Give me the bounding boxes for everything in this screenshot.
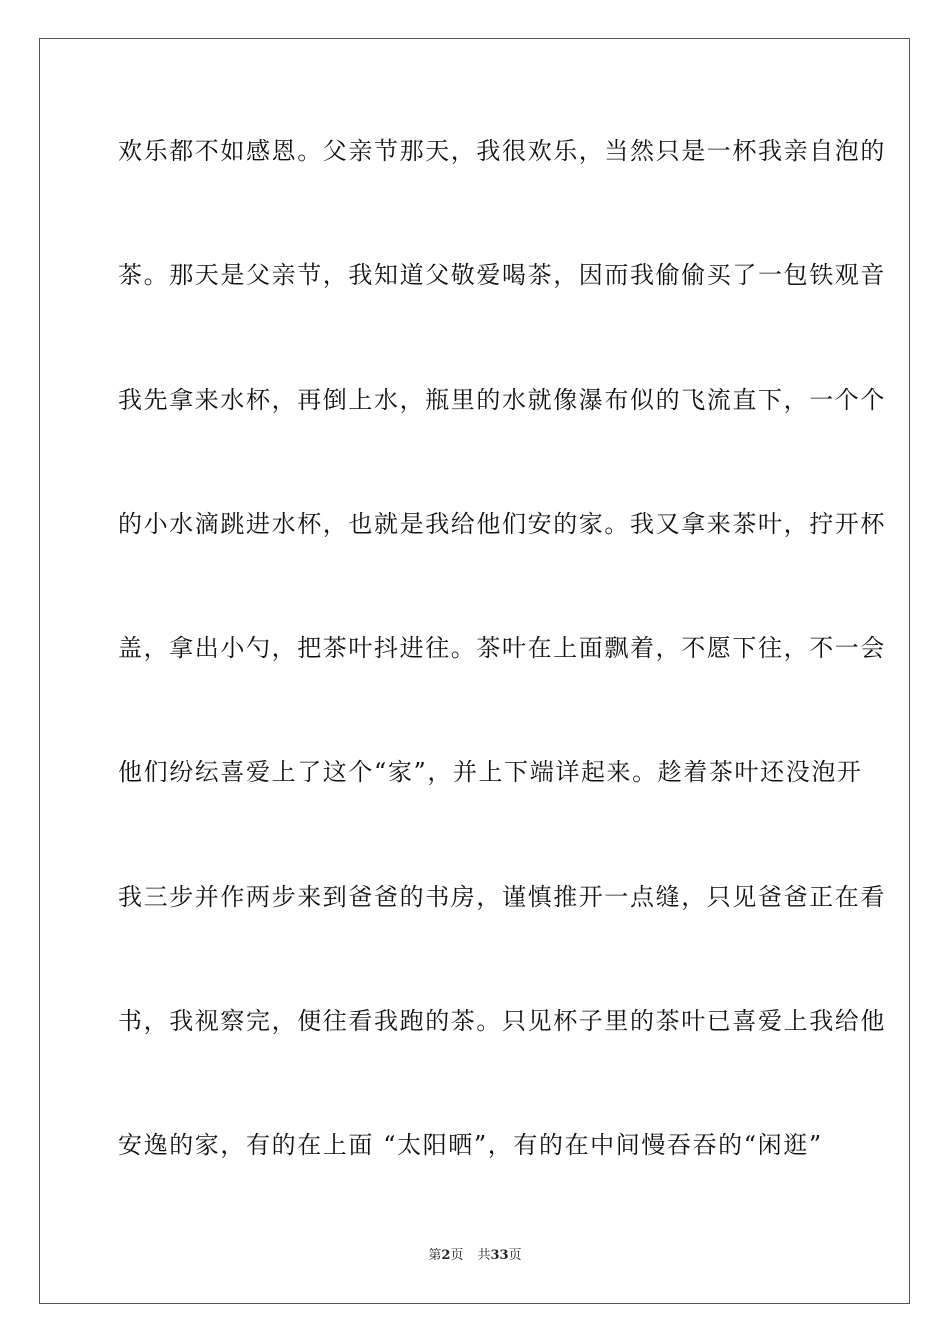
total-prefix: 共 <box>477 1248 491 1263</box>
total-pages: 33 <box>490 1248 509 1263</box>
total-suffix: 页 <box>508 1248 522 1263</box>
paragraph-line: 我三步并作两步来到爸爸的书房，谨慎推开一点缝，只见爸爸正在看 <box>118 883 886 911</box>
paragraph-line: 他们纷纭喜爱上了这个“家”，并上下端详起来。趁着茶叶还没泡开 <box>118 758 863 786</box>
paragraph-line: 茶。那天是父亲节，我知道父敬爱喝茶，因而我偷偷买了一包铁观音 <box>118 261 886 289</box>
paragraph-line: 欢乐都不如感恩。父亲节那天，我很欢乐，当然只是一杯我亲自泡的 <box>118 137 886 165</box>
paragraph-line: 的小水滴跳进水杯，也就是我给他们安的家。我又拿来茶叶，拧开杯 <box>118 510 886 538</box>
page-footer <box>0 1247 950 1265</box>
page-suffix: 页 <box>450 1248 464 1263</box>
paragraph-line: 盖，拿出小勺，把茶叶抖进往。茶叶在上面飘着，不愿下往，不一会 <box>118 634 886 662</box>
paragraph-line: 安逸的家，有的在上面 “太阳晒”，有的在中间慢吞吞的“闲逛” <box>118 1131 823 1159</box>
page-number: 2 <box>441 1248 451 1263</box>
page-prefix: 第 <box>428 1248 442 1263</box>
paragraph-line: 书，我视察完，便往看我跑的茶。只见杯子里的茶叶已喜爱上我给他 <box>118 1007 886 1035</box>
page-border <box>39 38 910 1304</box>
paragraph-line: 我先拿来水杯，再倒上水，瓶里的水就像瀑布似的飞流直下，一个个 <box>118 386 886 414</box>
